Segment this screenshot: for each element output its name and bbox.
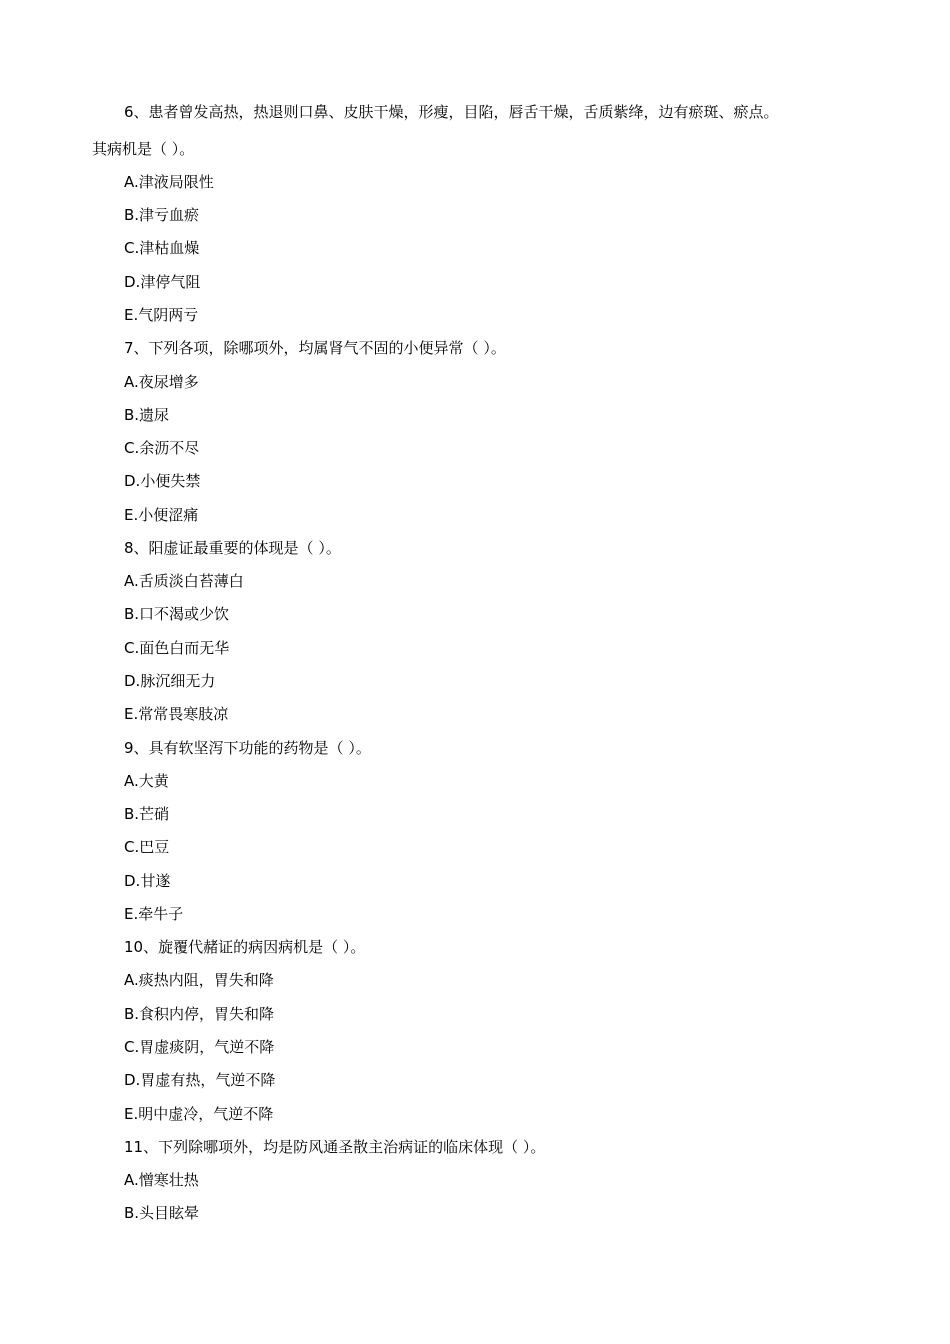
question-7-stem: 7、下列各项，除哪项外，均属肾气不固的小便异常（ ）。 bbox=[124, 339, 506, 357]
question-6-option-e: E.气阴两亏 bbox=[124, 306, 199, 324]
question-8-stem: 8、阳虚证最重要的体现是（ ）。 bbox=[124, 539, 341, 557]
question-8-option-d: D.脉沉细无力 bbox=[124, 672, 216, 690]
question-9-option-d: D.甘遂 bbox=[124, 872, 171, 890]
question-9-option-b: B.芒硝 bbox=[124, 805, 170, 823]
question-6-stem-line1: 6、患者曾发高热，热退则口鼻、皮肤干燥，形瘦，目陷，唇舌干燥，舌质紫绛，边有瘀斑、瘀点。 bbox=[124, 103, 779, 121]
question-10-stem: 10、旋覆代赭证的病因病机是（ ）。 bbox=[124, 938, 366, 956]
question-6-stem-line2: 其病机是（ ）。 bbox=[92, 140, 195, 158]
question-8-option-b: B.口不渴或少饮 bbox=[124, 605, 230, 623]
question-9-option-c: C.巴豆 bbox=[124, 838, 170, 856]
question-9-stem: 9、具有软坚泻下功能的药物是（ ）。 bbox=[124, 739, 371, 757]
question-7-option-e: E.小便涩痛 bbox=[124, 506, 199, 524]
question-7-option-c: C.余沥不尽 bbox=[124, 439, 200, 457]
question-7-option-a: A.夜尿增多 bbox=[124, 373, 199, 391]
question-7-option-b: B.遗尿 bbox=[124, 406, 170, 424]
question-6-option-d: D.津停气阻 bbox=[124, 273, 201, 291]
question-10-option-d: D.胃虚有热，气逆不降 bbox=[124, 1071, 276, 1089]
question-6-option-c: C.津枯血燥 bbox=[124, 239, 200, 257]
question-10-option-a: A.痰热内阻，胃失和降 bbox=[124, 971, 274, 989]
question-9-option-a: A.大黄 bbox=[124, 772, 169, 790]
question-8-option-c: C.面色白而无华 bbox=[124, 639, 230, 657]
question-11-option-b: B.头目眩晕 bbox=[124, 1204, 200, 1222]
question-9-option-e: E.牵牛子 bbox=[124, 905, 184, 923]
question-10-option-e: E.明中虚冷，气逆不降 bbox=[124, 1105, 274, 1123]
question-8-option-a: A.舌质淡白苔薄白 bbox=[124, 572, 244, 590]
question-10-option-c: C.胃虚痰阴，气逆不降 bbox=[124, 1038, 275, 1056]
question-8-option-e: E.常常畏寒肢凉 bbox=[124, 705, 229, 723]
question-10-option-b: B.食积内停，胃失和降 bbox=[124, 1005, 275, 1023]
question-11-stem: 11、下列除哪项外，均是防风通圣散主治病证的临床体现（ ）。 bbox=[124, 1138, 546, 1156]
question-11-option-a: A.憎寒壮热 bbox=[124, 1171, 199, 1189]
question-7-option-d: D.小便失禁 bbox=[124, 472, 201, 490]
question-6-option-b: B.津亏血瘀 bbox=[124, 206, 200, 224]
question-6-option-a: A.津液局限性 bbox=[124, 173, 214, 191]
